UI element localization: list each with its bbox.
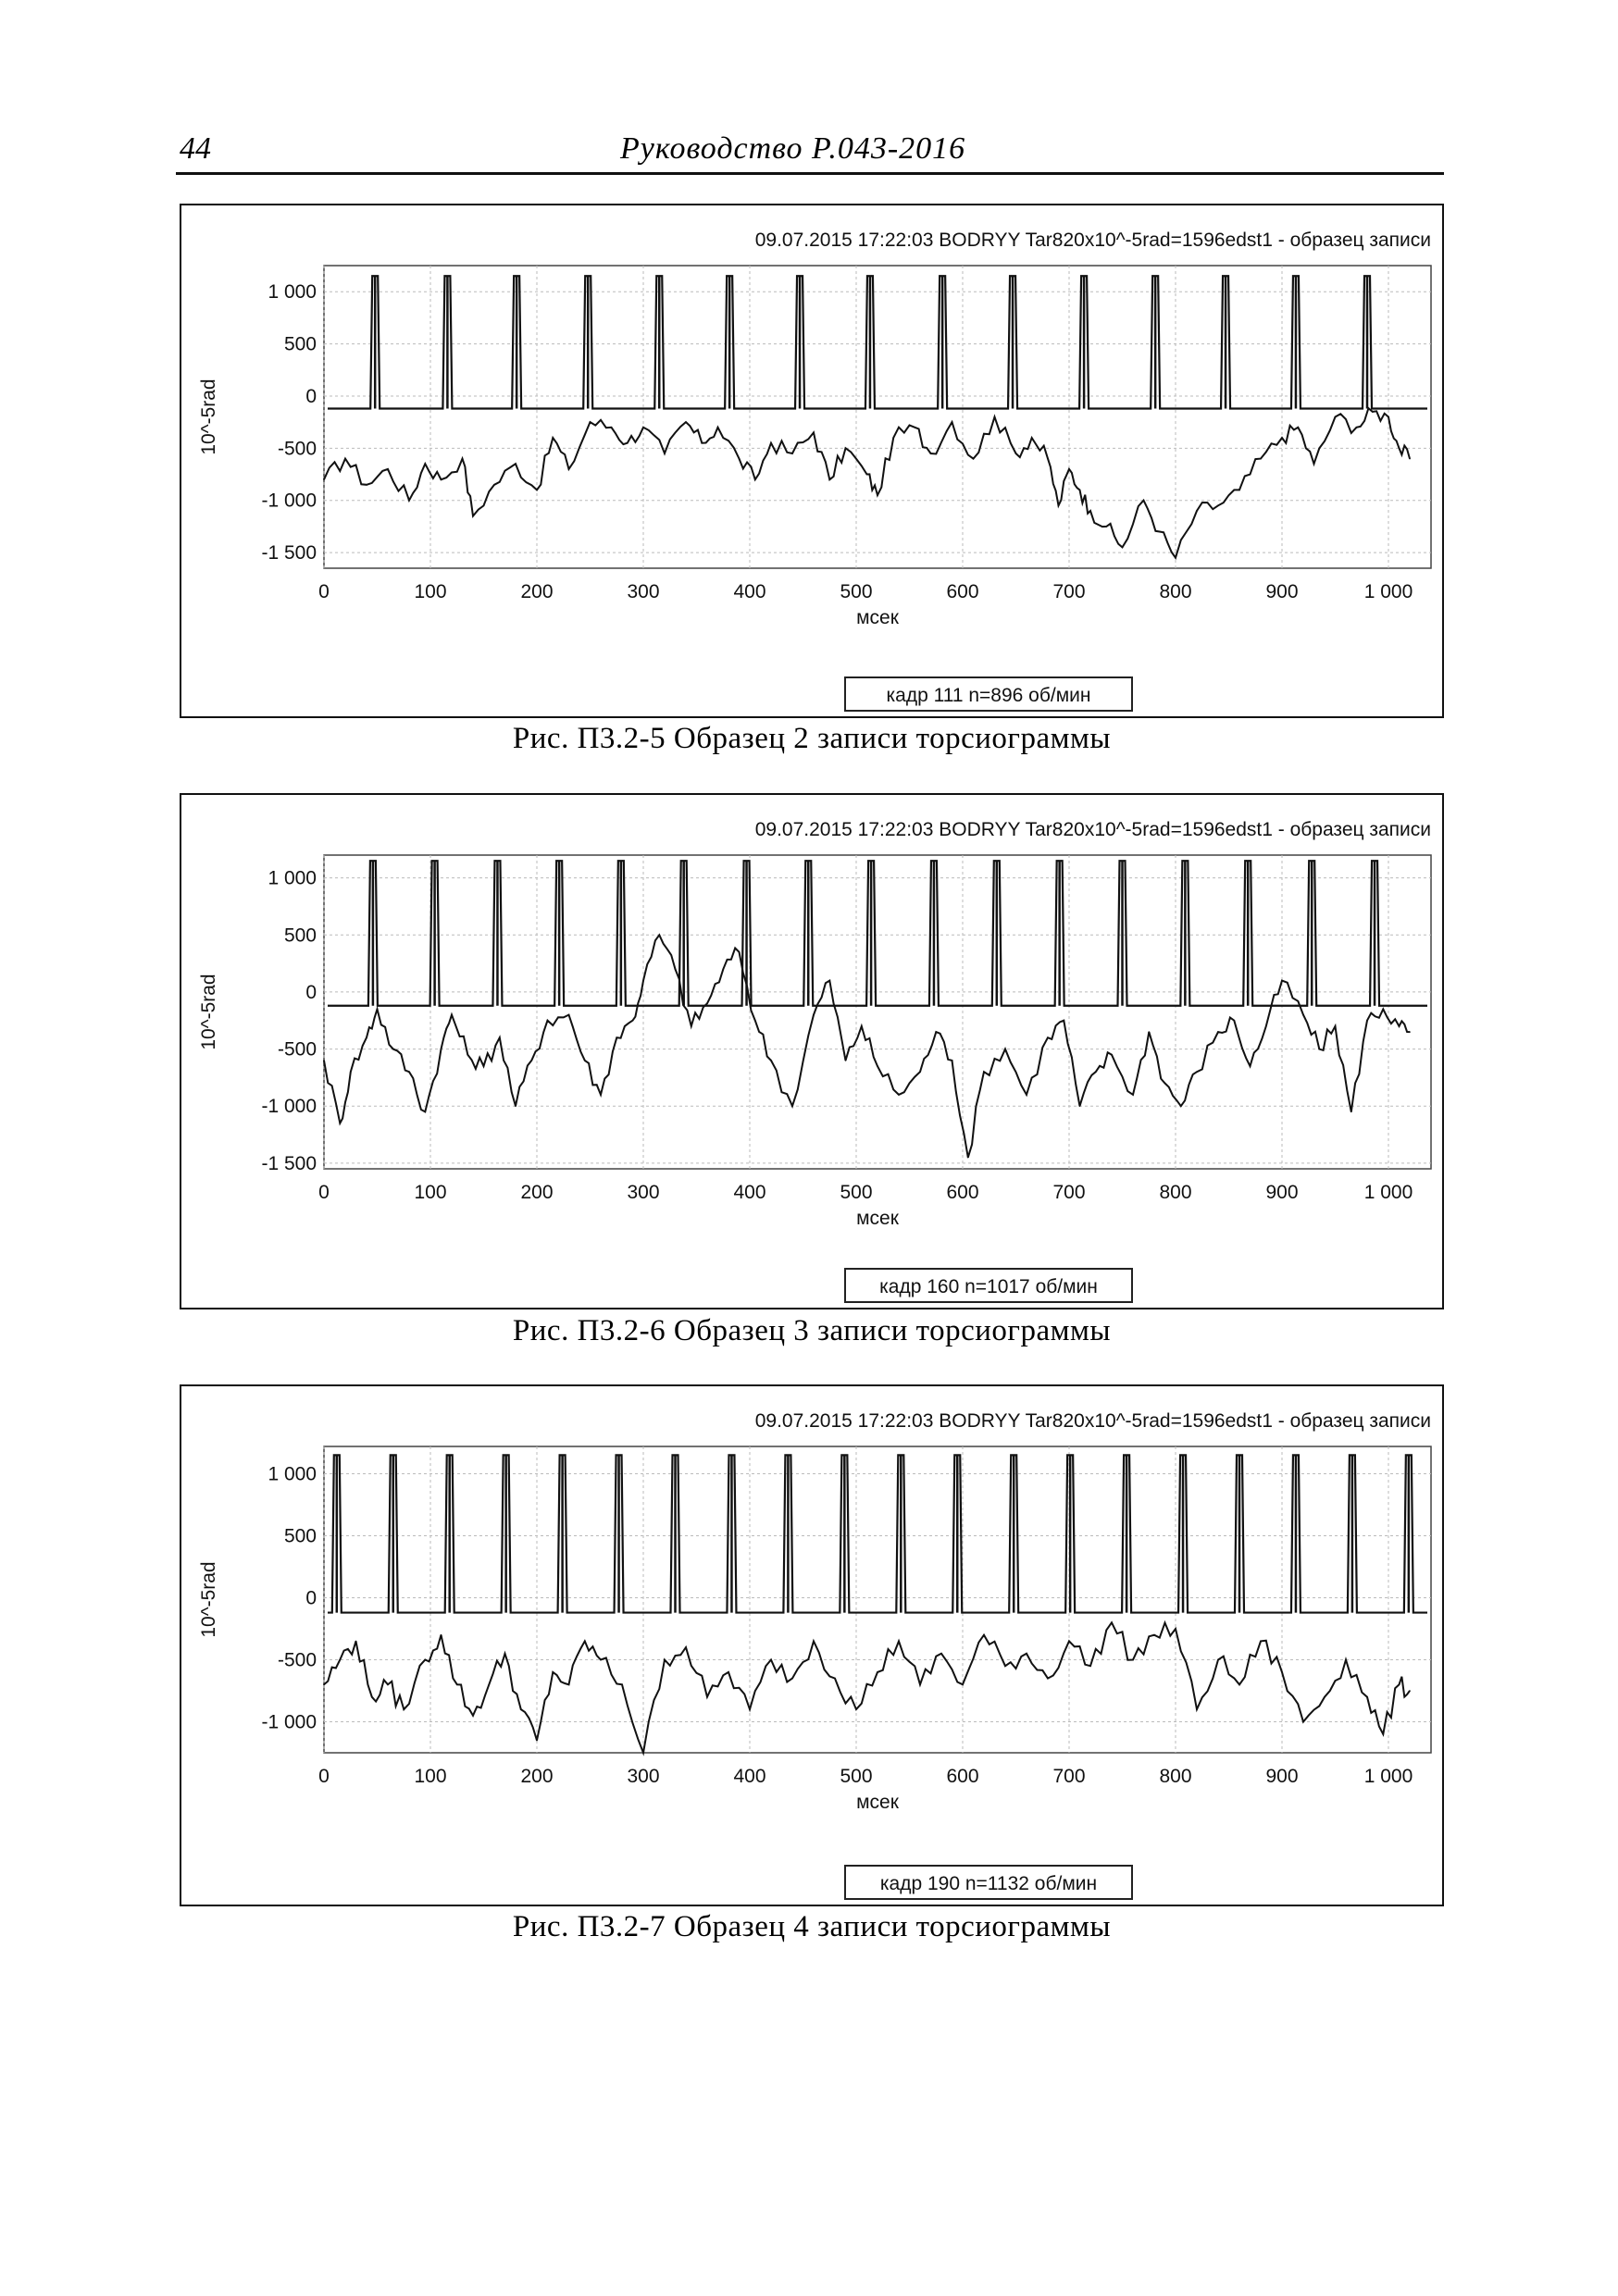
y-tick-label: 0 [305,385,317,407]
torsion-angle-point [424,1111,426,1113]
y-tick-label: -1 500 [261,542,317,565]
torsion-angle-point [590,421,591,423]
torsion-angle-point [1111,1621,1113,1623]
torsion-angle-point [547,1020,549,1022]
torsion-angle-point [791,1678,793,1680]
frame-info-text: кадр 190 n=1132 об/мин [879,1873,1098,1894]
torsion-angle-point [408,500,410,502]
torsion-angle-point [770,1060,772,1061]
x-tick-label: 800 [1159,1182,1192,1203]
x-tick-label: 800 [1159,581,1192,602]
chart-svg [181,1386,1442,1905]
torsion-angle-point [403,1708,404,1710]
torsion-angle-point [1175,557,1176,559]
torsion-angle-point [515,463,517,465]
torsion-angle-point [1250,1065,1251,1067]
torsion-angle-point [1180,1105,1182,1107]
torsion-angle-point [1047,458,1049,460]
torsion-angle-point [371,1696,373,1698]
torsion-angle-point [664,453,666,454]
y-tick-label: 1 000 [268,281,317,304]
torsion-angle-point [456,1683,458,1685]
torsion-angle-point [658,934,660,936]
torsion-angle-point [1015,453,1017,454]
torsion-angle-point [1388,416,1389,418]
torsion-angle-point [739,951,741,953]
torsion-angle-point [642,1752,644,1754]
y-tick-label: -500 [277,1649,317,1671]
torsion-angle-point [344,458,346,460]
x-tick-label: 500 [840,1766,873,1787]
figure-caption-3: Рис. П3.2-7 Образец 4 записи торсиограммы [512,1910,1112,1943]
torsion-angle-point [1302,1721,1304,1723]
torsion-angle-point [632,1020,634,1022]
torsion-angle-point [568,1683,570,1685]
y-axis-label: 10^-5rad [198,1561,219,1638]
torsion-angle-point [600,1659,602,1661]
figure-caption-1: Рис. П3.2-5 Образец 2 записи торсиограммы [512,722,1112,755]
torsion-angle-point [1366,1696,1368,1698]
torsion-angle-point [621,1683,623,1685]
torsion-angle-point [611,427,613,428]
x-tick-label: 500 [840,581,873,602]
running-title: Руководство Р.043-2016 [620,131,966,166]
torsion-angle-point [1148,1031,1150,1033]
torsion-angle-point [1335,1025,1337,1027]
x-tick-label: 400 [733,1766,766,1787]
torsion-angle-point [770,442,772,444]
y-tick-label: -1 500 [261,1152,317,1174]
y-tick-label: 500 [283,1525,317,1547]
torsion-angle-point [584,1060,586,1061]
torsion-angle-point [1217,1659,1219,1661]
plot-area [324,855,1431,1169]
torsion-angle-point [1079,1105,1081,1107]
torsion-angle-point [973,458,975,460]
torsion-angle-point [1068,1641,1070,1643]
torsion-angle-point [1302,1014,1304,1016]
torsion-angle-point [1382,1733,1384,1735]
torsion-angle-point [616,1036,617,1038]
x-axis-label: мсек [856,607,899,628]
torsion-angle-point [424,463,426,465]
torsion-angle-point [1159,531,1161,533]
torsion-angle-point [1031,437,1033,439]
x-tick-label: 700 [1052,1182,1086,1203]
torsion-angle-point [717,427,719,428]
y-tick-label: -1 000 [261,490,317,512]
torsion-angle-point [408,1071,410,1073]
torsion-angle-point [1217,505,1219,507]
torsion-angle-point [664,1659,666,1661]
torsion-angle-point [472,515,474,517]
torsion-angle-point [1297,427,1299,428]
torsion-angle-point [642,427,644,428]
x-tick-label: 1 000 [1363,1182,1413,1203]
torsion-angle-point [323,1060,325,1061]
torsion-angle-point [1089,510,1091,512]
y-tick-label: -1 000 [261,1711,317,1733]
x-tick-label: 900 [1265,1182,1299,1203]
torsion-angle-point [1409,1690,1411,1692]
torsion-angle-point [323,478,325,480]
torsion-angle-point [898,1641,900,1643]
torsion-angle-point [1047,1036,1049,1038]
frame-info-text: кадр 111 n=896 об/мин [886,685,1091,706]
torsion-angle-point [1026,1094,1027,1096]
page-number: 44 [180,131,211,166]
torsion-angle-point [1409,1031,1411,1033]
torsion-angle-point [451,1014,453,1016]
torsion-angle-point [536,1740,538,1742]
torsion-angle-point [952,1060,953,1061]
torsion-angle-point [441,1634,442,1636]
y-axis-label: 10^-5rad [198,974,219,1050]
torsion-angle-point [499,1036,501,1038]
torsion-angle-point [813,432,815,434]
torsion-angle-point [866,474,868,476]
x-tick-label: 800 [1159,1766,1192,1787]
frame-info-text: кадр 160 n=1017 об/мин [879,1276,1098,1297]
x-tick-label: 900 [1265,1766,1299,1787]
torsion-angle-point [1265,1025,1267,1027]
torsion-angle-point [642,980,644,982]
x-tick-label: 0 [318,1182,330,1203]
torsion-angle-point [424,1659,426,1661]
torsion-angle-point [828,980,830,982]
torsion-angle-point [472,1715,474,1717]
torsion-angle-point [1356,427,1358,428]
torsion-angle-point [675,968,677,970]
y-tick-label: 1 000 [268,867,317,889]
torsion-angle-point [584,1641,586,1643]
x-tick-label: 600 [946,1766,979,1787]
torsion-angle-point [1281,1671,1283,1673]
torsion-angle-point [1281,980,1283,982]
x-tick-label: 600 [946,1182,979,1203]
torsion-angle-point [1345,1659,1347,1661]
torsion-angle-point [845,1060,847,1061]
torsion-angle-point [1068,468,1070,470]
x-tick-label: 100 [414,1766,447,1787]
torsion-angle-point [627,442,629,444]
plot-area [324,266,1431,568]
x-tick-label: 0 [318,1766,330,1787]
torsion-angle-point [1196,1708,1198,1710]
torsion-angle-point [1063,1020,1064,1022]
y-axis-label: 10^-5rad [198,379,219,455]
torsion-angle-point [520,1708,522,1710]
torsion-angle-point [339,1123,341,1124]
torsion-angle-point [1132,1094,1134,1096]
torsion-angle-point [1164,1083,1166,1085]
torsion-angle-point [1260,1641,1262,1643]
x-tick-label: 200 [520,1766,554,1787]
torsion-angle-point [462,458,464,460]
x-tick-label: 700 [1052,1766,1086,1787]
torsion-angle-point [935,1031,937,1033]
x-tick-label: 300 [627,581,660,602]
torsion-angle-point [834,1678,836,1680]
x-tick-label: 0 [318,581,330,602]
x-tick-label: 500 [840,1182,873,1203]
torsion-angle-point [1366,1020,1368,1022]
torsion-angle-point [1281,437,1283,439]
torsion-angle-point [366,1036,367,1038]
y-tick-label: 0 [305,981,317,1003]
torsion-angle-point [919,1683,921,1685]
torsion-angle-point [515,1105,517,1107]
chart-title: 09.07.2015 17:22:03 BODRYY Tar820x10^-5rad=1596edst1 - образец записи [754,1410,1431,1432]
torsion-angle-point [1382,1009,1384,1011]
torsion-angle-point [392,1049,394,1050]
torsion-angle-point [552,437,554,439]
torsion-angle-point [568,468,570,470]
torsion-angle-point [488,1683,490,1685]
torsion-angle-point [1004,1049,1006,1050]
torsion-angle-point [728,1671,729,1673]
torsion-angle-point [1105,526,1107,527]
torsion-angle-point [1122,547,1124,549]
torsion-angle-point [706,1696,708,1698]
torsion-angle-point [1318,1049,1320,1050]
torsion-angle-point [1238,490,1240,491]
torsion-angle-point [685,1646,687,1648]
x-tick-label: 1 000 [1363,581,1413,602]
torsion-angle-point [685,421,687,423]
torsion-angle-point [952,421,953,423]
x-axis-label: мсек [856,1792,899,1813]
y-tick-label: 500 [283,925,317,947]
torsion-angle-point [387,1683,389,1685]
torsion-angle-point [877,1671,878,1673]
torsion-angle-point [1079,490,1081,491]
torsion-angle-point [1153,1634,1155,1636]
torsion-angle-point [1095,1071,1097,1073]
y-tick-label: 1 000 [268,1463,317,1485]
torsion-angle-point [552,1671,554,1673]
torsion-angle-point [530,1060,532,1061]
torsion-angle-point [1399,448,1400,450]
torsion-angle-point [1399,1683,1400,1685]
torsion-angle-point [339,1659,341,1661]
torsion-angle-point [1335,416,1337,418]
torsiogram-chart-2 [180,793,1444,1309]
torsion-angle-point [813,1641,815,1643]
torsion-angle-point [536,490,538,491]
x-tick-label: 400 [733,581,766,602]
torsion-angle-point [940,1653,942,1655]
torsion-angle-point [441,478,442,480]
torsion-angle-point [1324,1696,1326,1698]
torsion-angle-point [1238,1683,1240,1685]
y-tick-label: -1 000 [261,1096,317,1118]
x-tick-label: 200 [520,581,554,602]
torsion-angle-point [1047,1678,1049,1680]
torsion-angle-point [791,1105,793,1107]
chart-title: 09.07.2015 17:22:03 BODRYY Tar820x10^-5rad=1596edst1 - образец записи [754,230,1431,251]
torsion-angle-point [355,1641,357,1643]
torsion-angle-point [845,448,847,450]
torsion-angle-point [366,484,367,486]
y-tick-label: 500 [283,333,317,355]
torsion-angle-point [828,478,830,480]
torsion-angle-point [930,453,932,454]
torsion-angle-point [994,416,996,418]
torsion-angle-point [493,484,495,486]
torsion-angle-point [1372,411,1374,413]
torsion-angle-point [861,1025,863,1027]
torsion-angle-point [701,442,703,444]
torsion-angle-point [350,1071,352,1073]
y-tick-label: -500 [277,438,317,460]
torsion-angle-point [377,1009,379,1011]
figure-caption-2: Рис. П3.2-6 Образец 3 записи торсиограммы [512,1314,1112,1347]
torsion-angle-point [1058,505,1060,507]
torsion-angle-point [1004,1665,1006,1667]
torsion-angle-point [568,1014,570,1016]
torsion-angle-point [855,1708,857,1710]
x-axis-label: мсек [856,1208,899,1229]
torsion-angle-point [1089,1665,1091,1667]
torsion-angle-point [1313,463,1315,465]
torsion-angle-point [877,494,878,496]
chart-title: 09.07.2015 17:22:03 BODRYY Tar820x10^-5rad=1596edst1 - образец записи [754,819,1431,840]
y-tick-label: -500 [277,1038,317,1061]
chart-svg [181,205,1442,716]
x-tick-label: 300 [627,1766,660,1787]
x-tick-label: 1 000 [1363,1766,1413,1787]
torsion-angle-point [1196,1071,1198,1073]
torsion-angle-point [1143,500,1145,502]
x-tick-label: 300 [627,1182,660,1203]
torsion-angle-point [914,427,915,428]
torsion-angle-point [1233,1020,1235,1022]
torsion-angle-point [877,1065,878,1067]
x-tick-label: 100 [414,1182,447,1203]
x-tick-label: 100 [414,581,447,602]
torsion-angle-point [467,1054,468,1056]
torsion-angle-point [983,1634,985,1636]
torsion-angle-point [1350,1111,1352,1113]
torsion-angle-point [387,468,389,470]
torsion-angle-point [967,1157,969,1159]
torsion-angle-point [1260,458,1262,460]
torsion-angle-point [504,1653,506,1655]
torsion-angle-point [754,1020,756,1022]
torsion-angle-point [722,968,724,970]
torsion-angle-point [919,1071,921,1073]
torsion-angle-point [1399,1025,1400,1027]
torsion-angle-point [754,478,756,480]
torsion-angle-point [983,1071,985,1073]
x-tick-label: 200 [520,1182,554,1203]
plot-area [324,1446,1431,1753]
torsion-angle-point [706,1002,708,1004]
torsion-angle-point [323,1683,325,1685]
torsion-angle-point [1217,1031,1219,1033]
torsion-angle-point [813,1014,815,1016]
torsion-angle-point [892,437,894,439]
x-tick-label: 600 [946,581,979,602]
page-header [176,130,1444,175]
torsion-angle-point [770,1659,772,1661]
torsion-angle-point [691,1025,692,1027]
torsion-angle-point [1175,1628,1176,1630]
torsion-angle-point [1196,510,1198,512]
torsion-angle-point [739,458,741,460]
y-tick-label: 0 [305,1587,317,1609]
torsiogram-chart-1 [180,204,1444,718]
torsion-angle-point [483,1065,485,1067]
chart-svg [181,795,1442,1308]
torsion-angle-point [441,1049,442,1050]
torsion-angle-point [1026,1653,1027,1655]
torsion-angle-point [791,453,793,454]
x-tick-label: 900 [1265,581,1299,602]
torsiogram-chart-3 [180,1384,1444,1906]
torsion-angle-point [962,1683,964,1685]
torsion-angle-point [749,1708,751,1710]
torsion-angle-point [898,1094,900,1096]
torsion-angle-point [600,1094,602,1096]
x-tick-label: 700 [1052,581,1086,602]
torsion-angle-point [1409,458,1411,460]
torsion-angle-point [1132,1659,1134,1661]
x-tick-label: 400 [733,1182,766,1203]
torsion-angle-point [1111,1054,1113,1056]
